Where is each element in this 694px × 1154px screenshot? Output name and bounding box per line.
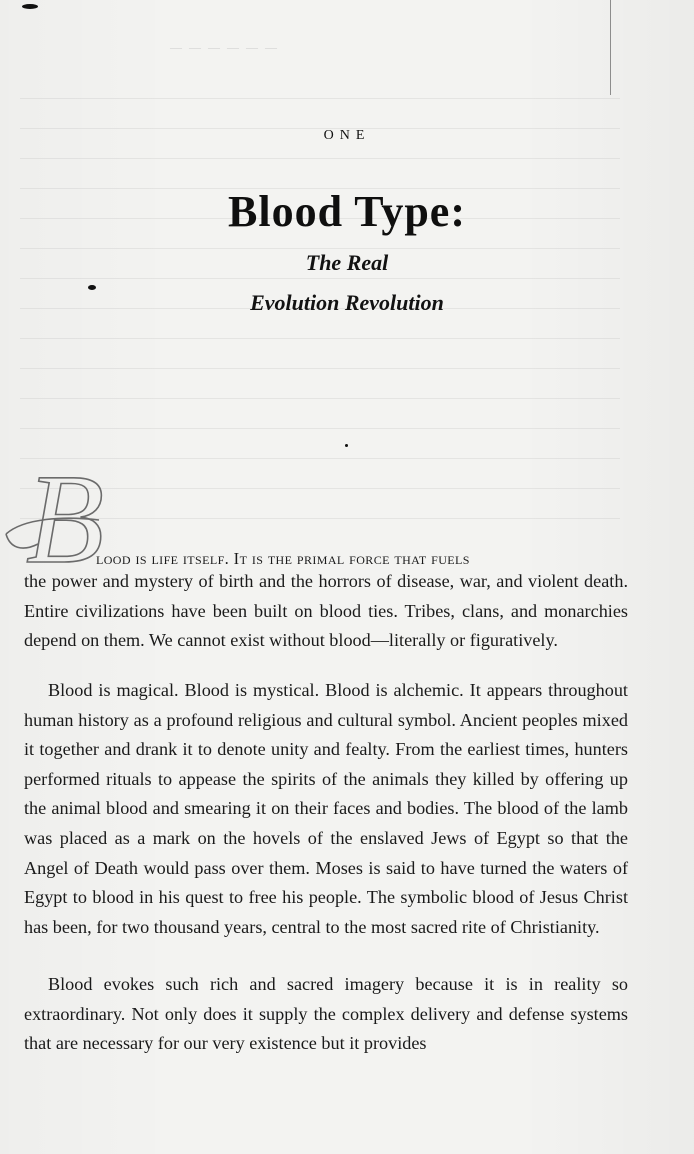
show-through-line (20, 458, 620, 459)
chapter-subtitle-line2: Evolution Revolution (250, 290, 444, 315)
show-through-line (20, 98, 620, 99)
show-through-line (20, 398, 620, 399)
show-through-running-head: — — — — — — (170, 40, 279, 54)
paragraph-2: Blood is magical. Blood is mystical. Blood is alchemic. It appears throughout human history as a profound religious and cultural symbol. Ancient peoples mixed it together and drank it to denote unity and fealty. From the earliest times, hunters performed rituals to appease the spirits of the animals they killed by offering up the animal blood and smearing it on their faces and bodies. The blood of the lamb was placed as a mark on the hovels of the enslaved Jews of Egypt so that the Angel of Death would pass over them. Moses is said to have turned the waters of Egypt to blood in his quest to free his people. The symbolic blood of Jesus Christ has been, for two thousand years, central to the most sacred rite of Christianity. (24, 680, 628, 937)
page-fold-line (610, 0, 611, 95)
show-through-line (20, 158, 620, 159)
show-through-line (20, 488, 620, 489)
drop-cap-letter: B (26, 458, 105, 578)
paragraph-1: the power and mystery of birth and the horrors of disease, war, and violent death. Entire civilizations have been built on blood ties. Tribes, clans, and monarchies depend on them. We cannot exist without blood—literally or figuratively. (24, 571, 628, 651)
chapter-label: ONE (323, 128, 371, 143)
ink-speck (22, 4, 38, 9)
chapter-title: Blood Type: (228, 187, 466, 236)
show-through-line (20, 368, 620, 369)
show-through-line (20, 338, 620, 339)
show-through-line (20, 248, 620, 249)
chapter-subtitle-line1: The Real (305, 250, 389, 275)
opening-line: lood is life itself. It is the primal force that fuels (96, 549, 470, 568)
show-through-line (20, 518, 620, 519)
show-through-line (20, 278, 620, 279)
show-through-line (20, 428, 620, 429)
paragraph-3: Blood evokes such rich and sacred imagery because it is in reality so extraordinary. Not only does it supply the complex delivery and defense systems that are necessary for our very existence but it provides (24, 974, 628, 1054)
ink-speck (345, 444, 348, 447)
